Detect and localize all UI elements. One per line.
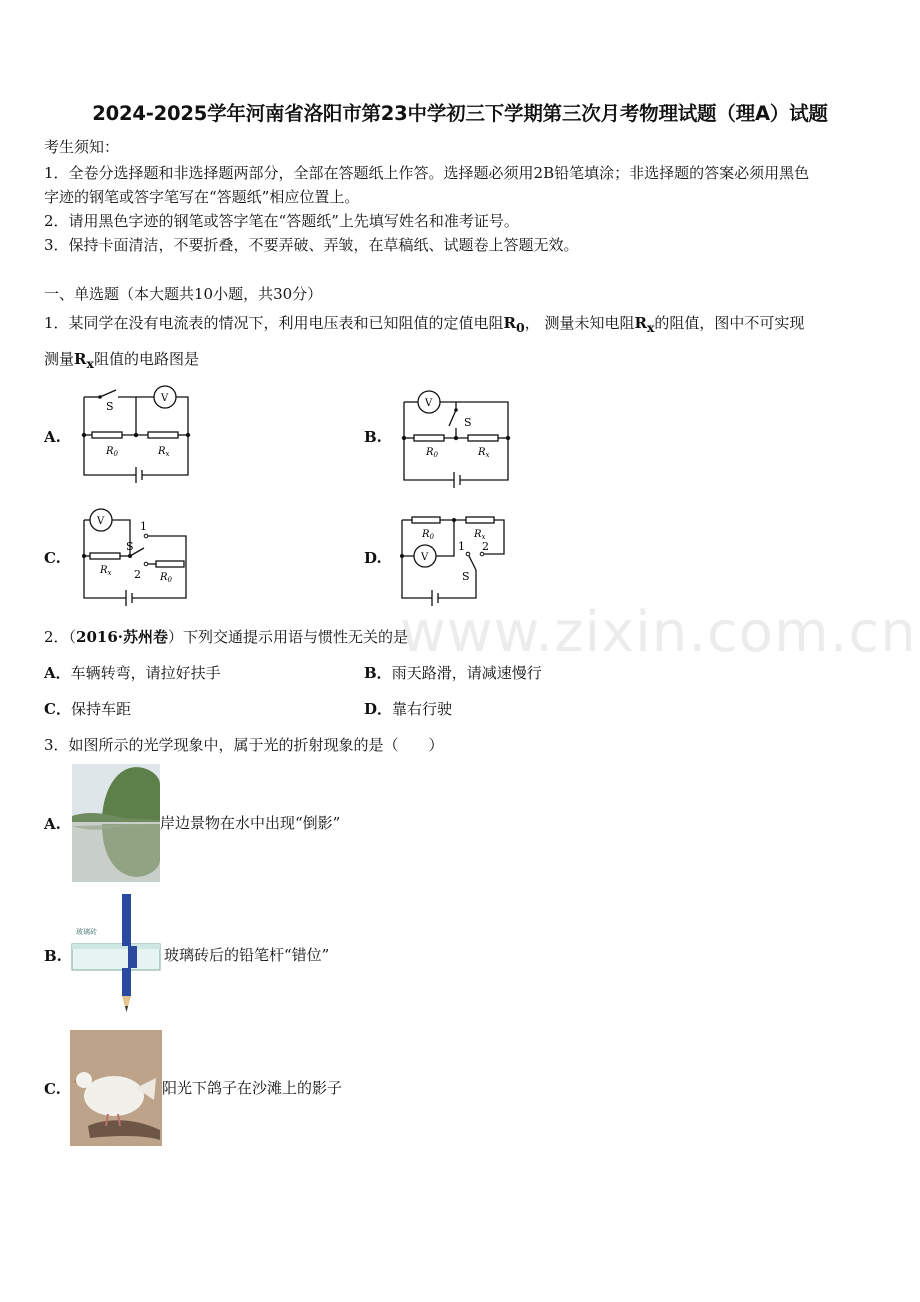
pigeon-shadow-photo (70, 1030, 162, 1146)
rx-symbol: R (634, 314, 647, 332)
q1-stem-line2: 测量$R_x$阻值的电路图是 (44, 350, 199, 371)
svg-text:V: V (421, 552, 429, 563)
q1-option-a-label: A. (44, 428, 61, 446)
circuit-diagram-c (78, 506, 198, 608)
svg-text:S: S (464, 416, 472, 429)
notice-item-1: 1．全卷分选择题和非选择题两部分，全部在答题纸上作答。选择题必须用2B铅笔填涂；非选择题的答案必须用黑色 (44, 164, 810, 182)
svg-text:2: 2 (134, 568, 141, 581)
watermark: www.zixin.com.cn (400, 600, 917, 665)
q2-option-a: A．车辆转弯，请拉好扶手 (44, 664, 221, 682)
q3-option-b-label: B. (44, 947, 62, 965)
page-title: 2024-2025学年河南省洛阳市第23中学初三下学期第三次月考物理试题（理A）试题 (92, 102, 828, 125)
q1-option-d-label: D. (364, 549, 382, 567)
r0-symbol: R (503, 314, 517, 332)
q1-stem-line1: 1．某同学在没有电流表的情况下，利用电压表和已知阻值的定值电阻$R_0$， 测量未知电阻$R_x$的阻值，图中不可实现 (44, 314, 805, 335)
svg-text:S: S (462, 570, 470, 583)
q3-stem: 3．如图所示的光学现象中，属于光的折射现象的是（ ） (44, 736, 444, 754)
resistor-rx-label: $R_x$ (158, 446, 170, 458)
resistor-r0-label: $R_0$ (106, 446, 118, 458)
notice-item-1-cont: 字迹的钢笔或答字笔写在“答题纸”相应位置上。 (44, 188, 360, 206)
q1-option-b-label: B. (364, 428, 382, 446)
svg-text:1: 1 (458, 540, 465, 553)
svg-text:V: V (425, 398, 433, 409)
q3-option-b-text: 玻璃砖后的铅笔杆“错位” (164, 946, 330, 964)
svg-text:Rx: $R_x$ (474, 529, 486, 541)
svg-text:R0: $R_0$ (422, 529, 434, 541)
svg-text:R0: $R_0$ (160, 572, 172, 584)
q3-option-a-label: A. (44, 815, 61, 833)
reflection-photo (72, 764, 160, 882)
q2-option-d: D．靠右行驶 (364, 700, 453, 718)
circuit-diagram-d (396, 508, 512, 608)
svg-text:R0: $R_0$ (426, 447, 438, 459)
svg-text:S: S (126, 540, 134, 553)
svg-text:V: V (97, 516, 105, 527)
svg-text:2: 2 (482, 540, 489, 553)
svg-text:Rx: $R_x$ (100, 565, 112, 577)
pencil-glass-photo (70, 892, 164, 1016)
q2-option-b: B．雨天路滑，请减速慢行 (364, 664, 542, 682)
svg-text:Rx: $R_x$ (478, 447, 490, 459)
q2-option-c: C．保持车距 (44, 700, 131, 718)
switch-label: S (106, 400, 114, 413)
section-heading: 一、单选题（本大题共10小题，共30分） (44, 285, 323, 303)
q2-source: 2016·苏州卷 (76, 628, 169, 646)
circuit-diagram-b (398, 388, 516, 488)
svg-text:1: 1 (140, 520, 147, 533)
q3-option-c-text: 阳光下鸽子在沙滩上的影子 (162, 1079, 343, 1097)
notice-item-3: 3．保持卡面清洁，不要折叠，不要弄破、弄皱，在草稿纸、试题卷上答题无效。 (44, 236, 579, 254)
q1-option-c-label: C. (44, 549, 61, 567)
q2-stem: 2．（2016·苏州卷）下列交通提示用语与惯性无关的是 (44, 628, 409, 646)
glass-brick-label: 玻璃砖 (76, 928, 97, 936)
notice-heading: 考生须知： (44, 138, 120, 156)
q3-option-c-label: C. (44, 1080, 61, 1098)
notice-item-2: 2．请用黑色字迹的钢笔或答字笔在“答题纸”上先填写姓名和准考证号。 (44, 212, 519, 230)
circuit-diagram-a (78, 383, 193, 483)
voltmeter-label: V (161, 393, 169, 404)
q3-option-a-text: 岸边景物在水中出现“倒影” (160, 814, 341, 832)
